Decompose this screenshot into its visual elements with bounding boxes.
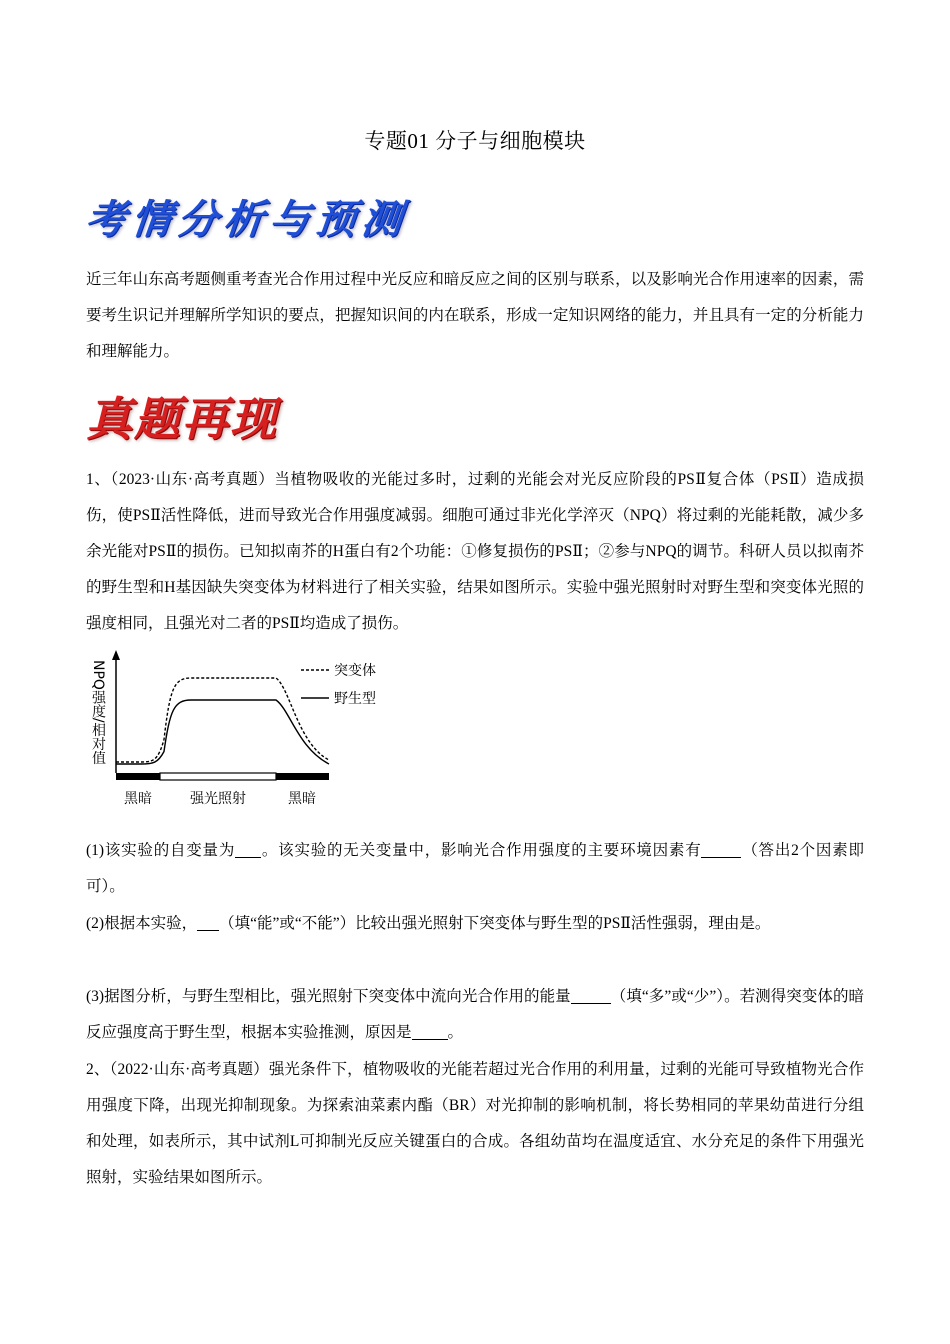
question-2-text: 2、（2022·山东·高考真题）强光条件下，植物吸收的光能若超过光合作用的利用量，过剩的光能可导致植物光合作用强度下降，出现光抑制现象。为探索油菜素内酯（BR）对光抑制的影响机制，将长势相同的苹果幼苗进行分组和处理，如表所示，其中试剂L可抑制光反应关键蛋白的合成。各组幼苗均在温度适宜、水分充足的条件下用强光照射，实验结果如图所示。: [86, 1061, 864, 1186]
sub2-text-b: （填“能”或“不能”）比较出强光照射下突变体与野生型的PSⅡ活性强弱，理由是: [219, 915, 755, 932]
series-line-wildtype: [116, 700, 329, 764]
question-1-text: 1、（2023·山东·高考真题）当植物吸收的光能过多时，过剩的光能会对光反应阶段的PSⅡ复合体（PSⅡ）造成损伤，使PSⅡ活性降低，进而导致光合作用强度减弱。细胞可通过非光化学淬灭（NPQ）将过剩的光能耗散，减少多余光能对PSⅡ的损伤。已知拟南芥的H蛋白有2个功能：①修复损伤的PSⅡ；②参与NPQ的调节。科研人员以拟南芥的野生型和H基因缺失突变体为材料进行了相关实验，结果如图所示。实验中强光照射时对野生型和突变体光照的强度相同，且强光对二者的PSⅡ均造成了损伤。: [86, 471, 864, 632]
series-line-mutant: [116, 678, 329, 762]
phase-bar-dark-2: [276, 773, 329, 780]
npq-chart: [86, 648, 406, 813]
y-axis-arrow-icon: [112, 650, 120, 660]
question-1-sub-2: [86, 906, 864, 942]
sub2-text-a: (2)根据本实验，: [86, 915, 198, 932]
phase-label-light: 强光照射: [190, 791, 246, 807]
sub3-text-c: 。: [447, 1024, 464, 1041]
question-1-sub-3: [86, 979, 864, 1051]
npq-chart-svg: [86, 648, 406, 813]
intro-text: 近三年山东高考题侧重考查光合作用过程中光反应和暗反应之间的区别与联系，以及影响光合作用速率的因素，需要考生识记并理解所学知识的要点，把握知识间的内在联系，形成一定知识网络的能力，并且具有一定的分析能力和理解能力。: [86, 271, 864, 360]
sub1-text-a: (1)该实验的自变量为: [86, 842, 236, 859]
sub2-text-c: 。: [754, 915, 771, 932]
phase-bar-light: [160, 773, 276, 780]
question-1-sub-1: [86, 833, 864, 905]
legend-label-mutant: 突变体: [334, 663, 376, 679]
answer-blank-4[interactable]: [571, 985, 611, 1004]
section-banner-analysis: 考情分析与预测: [83, 197, 411, 243]
question-1-stem: [86, 462, 864, 642]
section-banner-real-questions: 真题再现: [86, 392, 278, 446]
answer-blank-5[interactable]: [412, 1021, 448, 1040]
phase-label-dark-2: 黑暗: [288, 791, 316, 807]
question-2-stem: [86, 1052, 864, 1196]
y-axis-label: NPQ强度/相对值: [90, 660, 106, 765]
sub1-text-c: （答出2个因素即可）。: [86, 842, 864, 895]
phase-label-dark-1: 黑暗: [124, 791, 152, 807]
sub3-text-b: （填“多”或“少”）。若测得突变体的暗反应强度高于野生型，根据本实验推测，原因是: [86, 988, 864, 1041]
sub1-text-b: 。该实验的无关变量中，影响光合作用强度的主要环境因素有: [261, 842, 702, 859]
intro-paragraph: [86, 262, 864, 370]
phase-bar-dark-1: [116, 773, 160, 780]
answer-blank-3[interactable]: [197, 912, 219, 931]
answer-blank-2[interactable]: [701, 839, 741, 858]
sub3-text-a: (3)据图分析，与野生型相比，强光照射下突变体中流向光合作用的能量: [86, 988, 571, 1005]
page-title: 专题01 分子与细胞模块: [364, 129, 586, 153]
answer-blank-1[interactable]: [235, 839, 261, 858]
legend-label-wildtype: 野生型: [334, 691, 376, 707]
